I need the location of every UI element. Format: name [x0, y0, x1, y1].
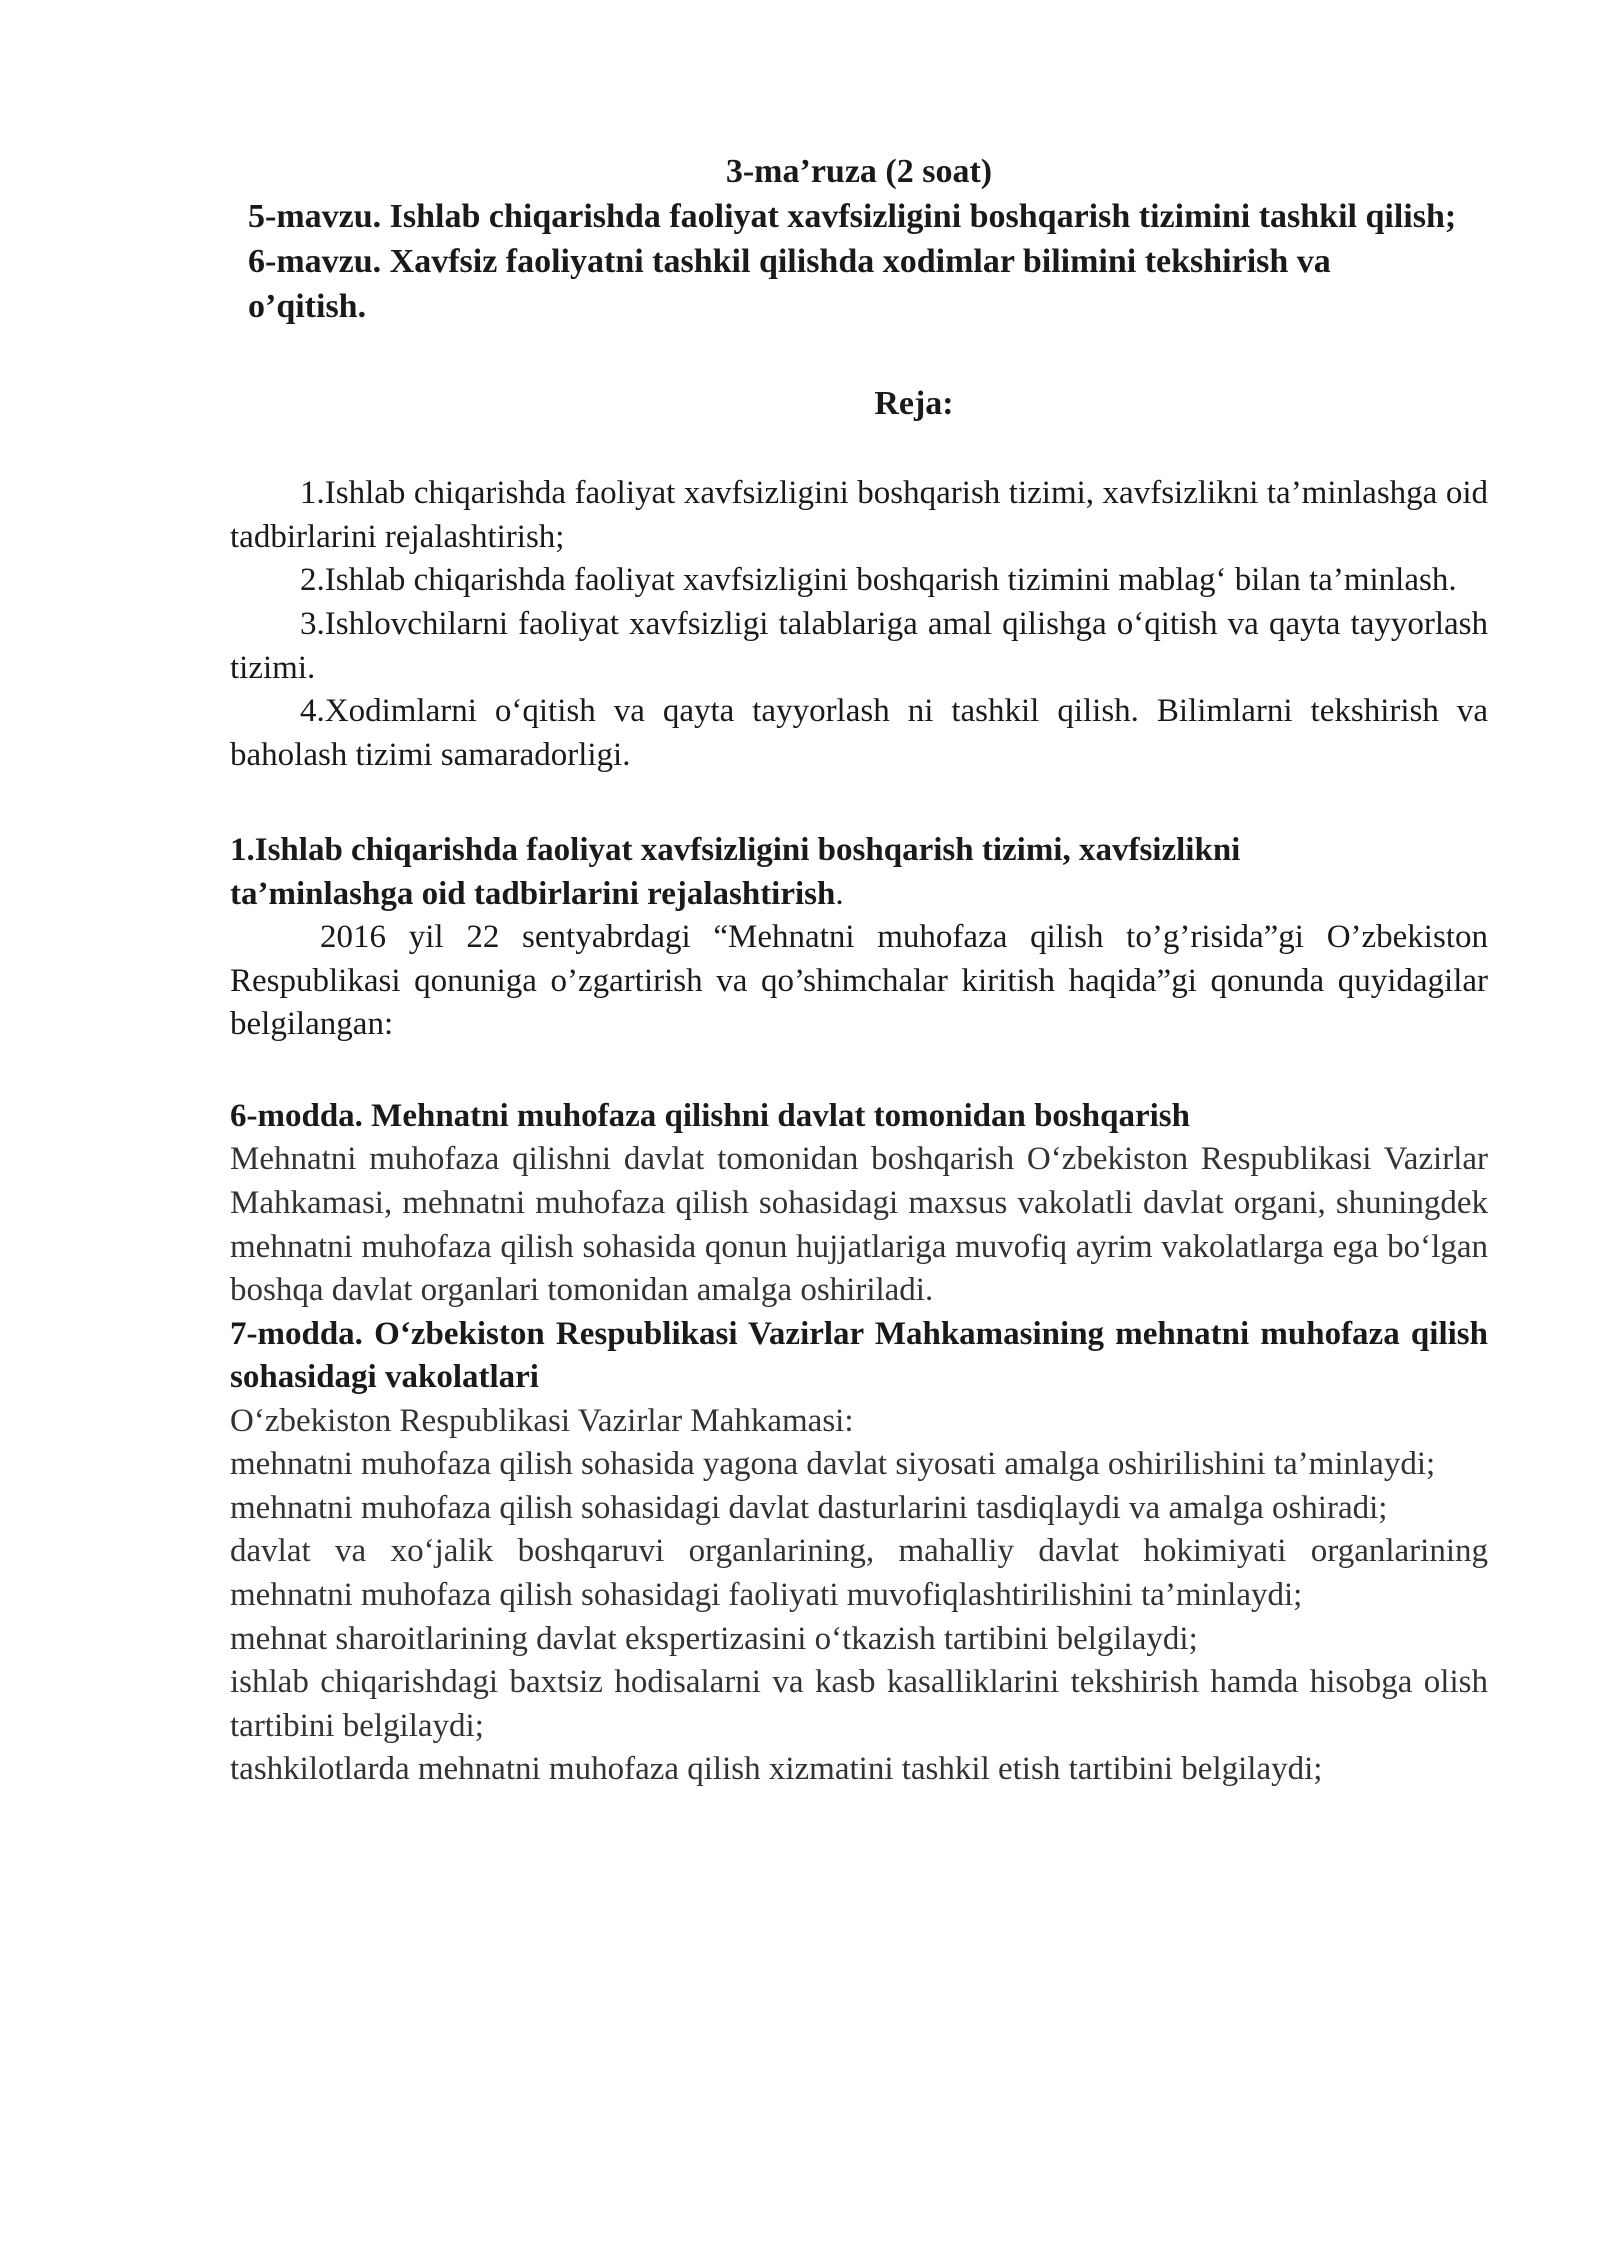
plan-item-4: 4.Xodimlarni o‘qitish va qayta tayyorlash ni tashkil qilish. Bilimlarni tekshirish va baholash tizimi samaradorligi. — [230, 693, 1488, 773]
section-1-body — [230, 916, 1488, 1047]
plan-item-1: 1.Ishlab chiqarishda faoliyat xavfsizligini boshqarish tizimi, xavfsizlikni ta’minlashga oid tadbirlarini rejalashtirish; — [230, 475, 1488, 555]
article-6-heading: 6-modda. Mehnatni muhofaza qilishni davlat tomonidan boshqarish — [230, 1097, 1190, 1134]
article-7-item-6: tashkilotlarda mehnatni muhofaza qilish xizmatini tashkil etish tartibini belgilaydi; — [230, 1751, 1323, 1788]
article-6-body: Mehnatni muhofaza qilishni davlat tomonidan boshqarish O‘zbekiston Respublikasi Vazirlar Mahkamasi, mehnatni muhofaza qilish sohasidagi maxsus vakolatli davlat organi, shuningdek mehnatni muhofaza qilish sohasida qonun hujjatlariga muvofiq ayrim vakolatlarga ega bo‘lgan boshqa davlat organlari tomonidan amalga oshiriladi. — [230, 1141, 1488, 1309]
article-7-lead: O‘zbekiston Respublikasi Vazirlar Mahkamasi: — [230, 1402, 854, 1439]
lecture-title: 3-ma’ruza (2 soat) — [725, 153, 993, 190]
section-1-heading-text: 1.Ishlab chiqarishda faoliyat xavfsizligini boshqarish tizimi, xavfsizlikni ta’minlashga oid tadbirlarini rejalashtirish — [230, 832, 1241, 912]
article-7-item-4: mehnat sharoitlarining davlat ekspertizasini o‘tkazish tartibini belgilaydi; — [230, 1620, 1198, 1657]
article-6 — [230, 1095, 1488, 1313]
section-1-heading-end: . — [835, 875, 844, 912]
plan-heading: Reja: — [874, 384, 954, 422]
section-1-intro: 2016 yil 22 sentyabrdagi “Mehnatni muhofaza qilish to’g’risida”gi O’zbekiston Respublikasi qonuniga o’zgartirish va qo’shimchalar kiritish haqida”gi qonunda quyidagilar belgilangan: — [230, 919, 1488, 1043]
article-7-item-1: mehnatni muhofaza qilish sohasida yagona davlat siyosati amalga oshirilishini ta’minlaydi; — [230, 1446, 1436, 1483]
document-page — [230, 150, 1488, 1792]
article-7-heading: 7-modda. O‘zbekiston Respublikasi Vazirlar Mahkamasining mehnatni muhofaza qilish sohasidagi vakolatlari — [230, 1315, 1488, 1396]
article-7-item-2: mehnatni muhofaza qilish sohasidagi davlat dasturlarini tasdiqlaydi va amalga oshiradi; — [230, 1489, 1388, 1526]
article-7-item-5: ishlab chiqarishdagi baxtsiz hodisalarni va kasb kasalliklarini tekshirish hamda hisobga olish tartibini belgilaydi; — [230, 1664, 1488, 1744]
topic-5: 5-mavzu. Ishlab chiqarishda faoliyat xavfsizligini boshqarish tizimini tashkil qilish; — [248, 197, 1457, 235]
plan-item-3: 3.Ishlovchilarni faoliyat xavfsizligi talablariga amal qilishga o‘qitish va qayta tayyorlash tizimi. — [230, 606, 1488, 686]
plan-list — [230, 472, 1488, 777]
plan-item-2: 2.Ishlab chiqarishda faoliyat xavfsizligini boshqarish tizimini mablag‘ bilan ta’minlash. — [300, 562, 1457, 599]
section-1-heading — [230, 829, 1488, 916]
article-7 — [230, 1313, 1488, 1792]
topic-6: 6-mavzu. Xavfsiz faoliyatni tashkil qilishda xodimlar bilimini tekshirish va o’qitish. — [248, 242, 1331, 325]
article-7-item-3: davlat va xo‘jalik boshqaruvi organlarining, mahalliy davlat hokimiyati organlarining mehnatni muhofaza qilish sohasidagi faoliyati muvofiqlashtirilishini ta’minlaydi; — [230, 1533, 1488, 1613]
